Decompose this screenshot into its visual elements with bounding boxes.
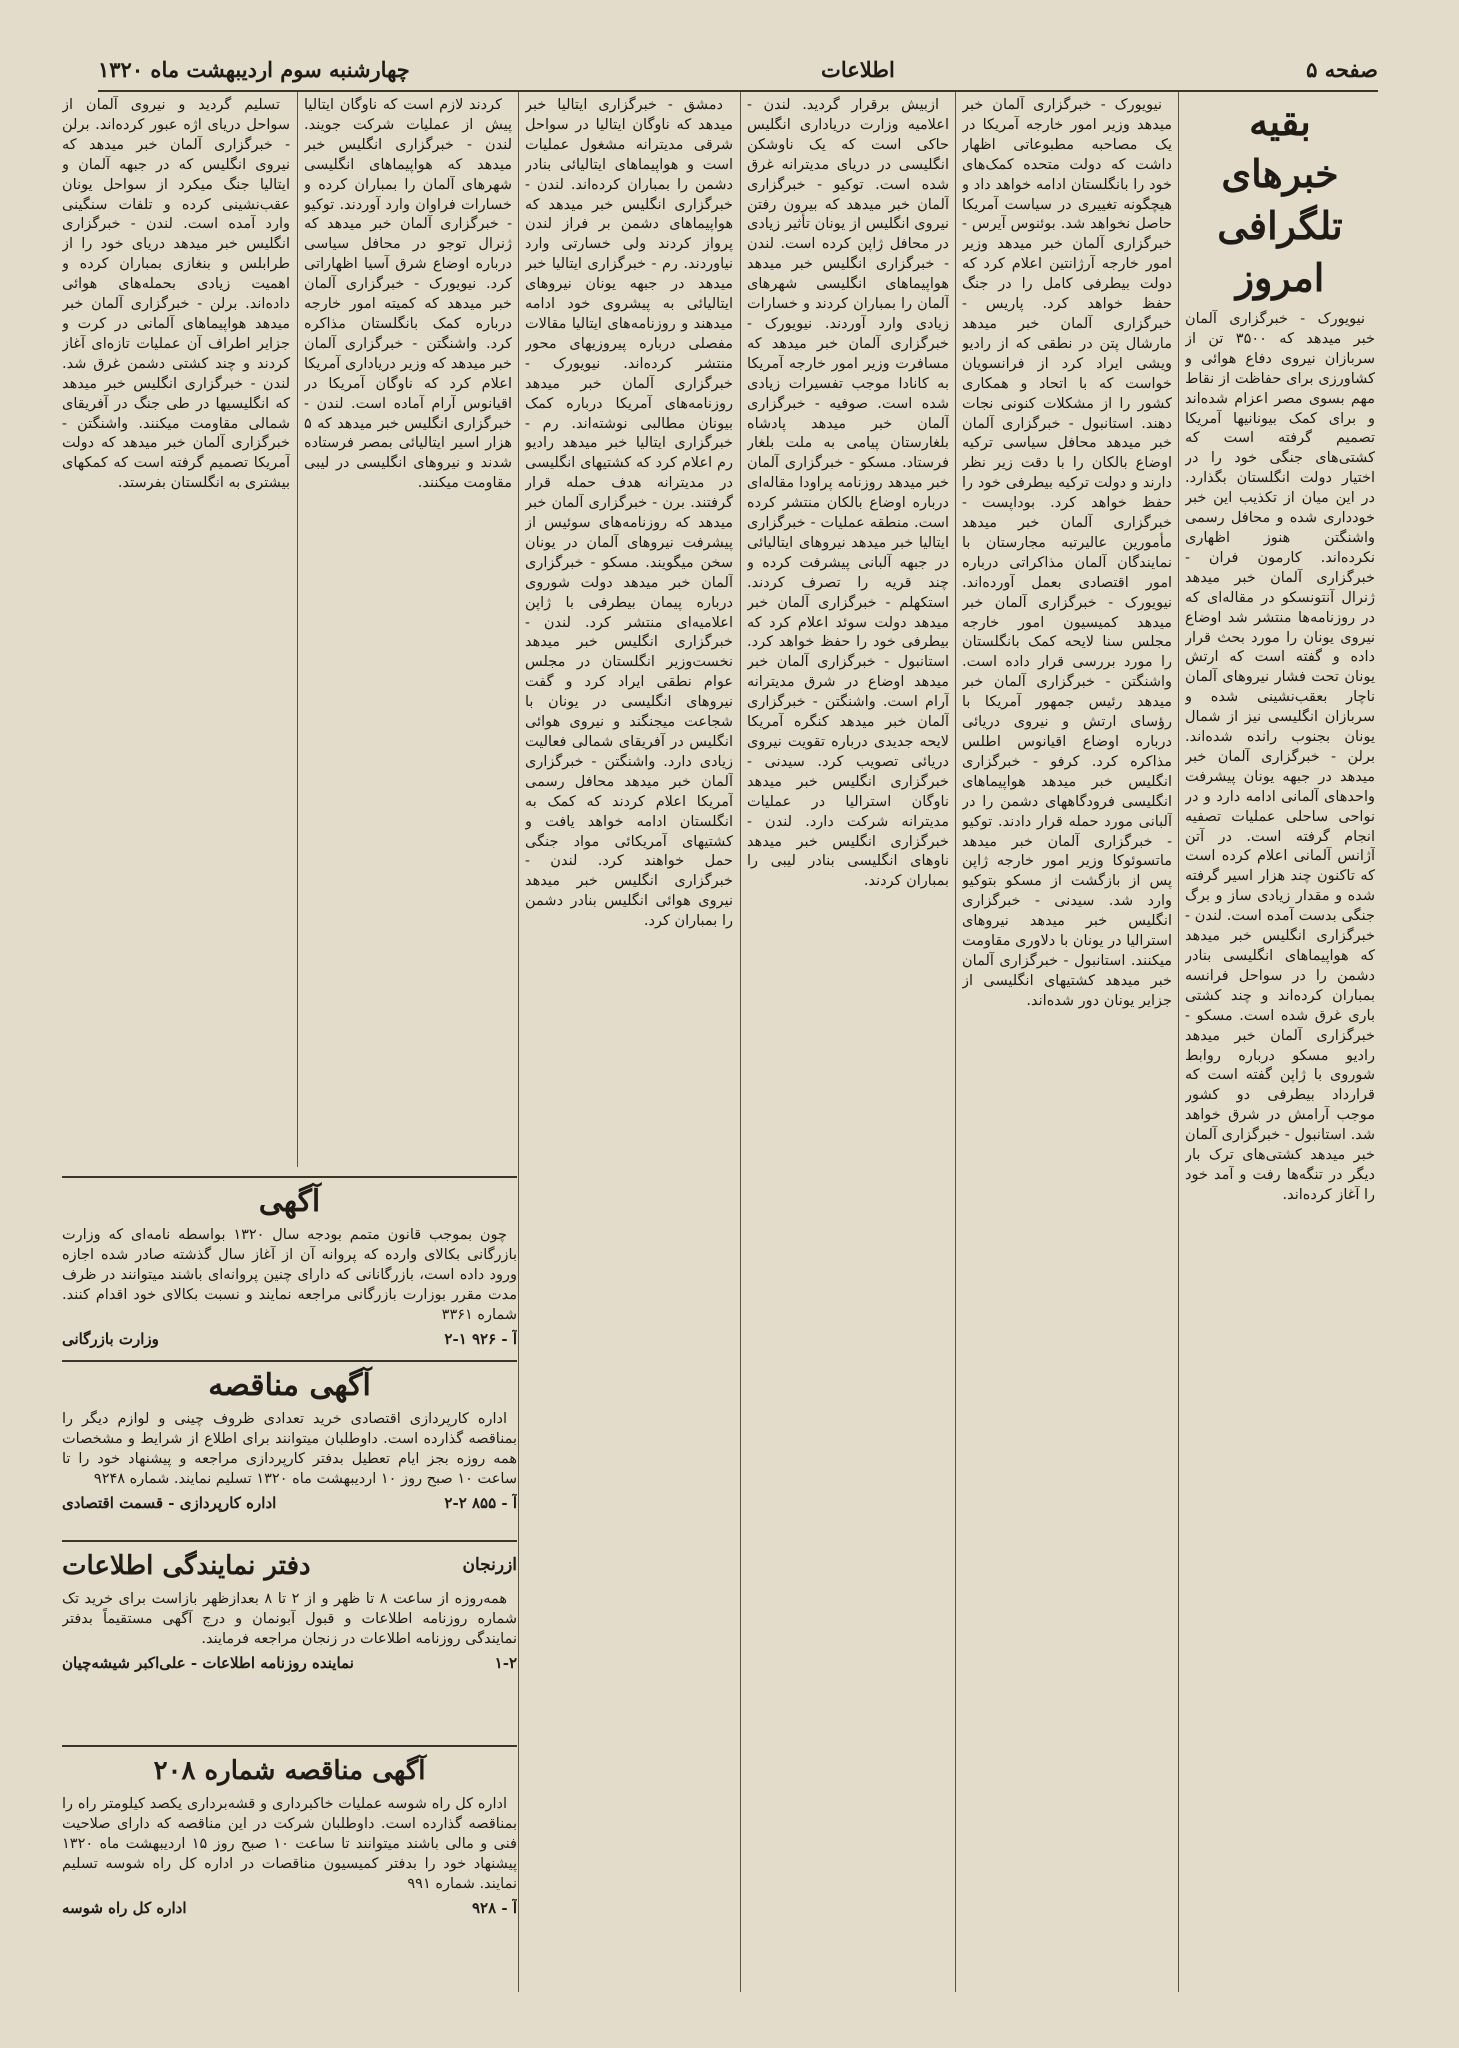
road-tender-title: آگهی مناقصه شماره ۲۰۸ bbox=[153, 1756, 426, 1786]
office-city: ازرنجان bbox=[462, 1555, 517, 1576]
column-rule bbox=[740, 92, 741, 1992]
notice-body: چون بموجب قانون متمم بودجه سال ۱۳۲۰ بواسطه نامه‌ای که وزارت بازرگانی بکالای وارده که پروانه آن از آغاز سال گذشته صادر شده اجازه ورود داده است، بازرگانانی که دارای چنین پروانه‌ای باشند میتوانند در ظرف مدت مقرر بوزارت بازرگانی مراجعه نمایند و نسبت بکالای خود اقدام کنند. شماره ۳۳۶۱ bbox=[62, 1227, 517, 1323]
column-rule bbox=[518, 92, 519, 1992]
column-text: نیویورک - خبرگزاری آلمان خبر میدهد که ۳۵۰۰ تن از سربازان نیروی دفاع هوائی و کشاورزی برای حفاظت از نقاط مهم بسوی مصر اعزام شده‌اند و برای کمک بیونانیها آمریکا تصمیم گرفته است که کشتی‌های جنگی خود را در اختیار دولت انگلستان بگذارد. در این میان از تکذیب این خبر خودداری شده و محافل رسمی واشنگتن هنوز اظهاری نکرده‌اند. کارمون فران - خبرگزاری آلمان خبر میدهد ژنرال آنتونسکو در مقاله‌ای که در روزنامه‌ها منتشر شد اوضاع نیروی یونان را مورد بحث قرار داده و گفته است که ارتش یونان تحت فشار نیروهای آلمان ناچار بعقب‌نشینی شده و سربازان انگلیسی نیز از شمال یونان بجنوب رانده شده‌اند. برلن - خبرگزاری آلمان خبر میدهد در جبهه یونان پیشرفت واحدهای آلمانی ادامه دارد و در نواحی ساحلی عملیات تصفیه انجام گرفته است. در آتن آژانس آلمانی اعلام کرده است که تاکنون چند هزار اسیر گرفته شده و مقدار زیادی ساز و برگ جنگی بدست آمده است. لندن - خبرگزاری انگلیس خبر میدهد که هواپیماهای انگلیسی بنادر دشمن را در سواحل فرانسه بمباران کرده‌اند و چند کشتی باری غرق شده است. مسکو - خبرگزاری آلمان خبر میدهد رادیو مسکو درباره روابط شوروی با ژاپن گفته است که قرارداد بیطرفی دو کشور موجب آرامش در شرق خواهد شد. استانبول - خبرگزاری آلمان خبر میدهد کشتی‌های ترک بار دیگر در تنگه‌ها رفت و آمد خود را آغاز کرده‌اند. bbox=[1185, 311, 1375, 1203]
news-column-6 bbox=[62, 96, 290, 1166]
notice-ad bbox=[62, 1176, 517, 1353]
tender-code: آ - ۸۵۵ ۲-۲ bbox=[444, 1493, 517, 1512]
notice-code: آ - ۹۲۶ ۱-۲ bbox=[444, 1329, 517, 1348]
office-title: دفتر نمایندگی اطلاعات bbox=[62, 1551, 311, 1581]
column-rule bbox=[955, 92, 956, 1992]
column-text: تسلیم گردید و نیروی آلمان از سواحل دریای اژه عبور کرده‌اند. برلن - خبرگزاری آلمان خبر میدهد که نیروی انگلیس که در جبهه آلمان و ایتالیا جنگ میکرد از سواحل یونان عقب‌نشینی کرده و تلفات سنگینی وارد آمده است. لندن - خبرگزاری انگلیس خبر میدهد دریای خود را از طرابلس و بنغازی بمباران کرده و اهمیت زیادی بحمله‌های هوائی داده‌اند. برلن - خبرگزاری آلمان خبر میدهد هواپیماهای آلمانی در کرت و جزایر اطراف آن عملیات تازه‌ای آغاز کردند و چند کشتی دشمن غرق شد. لندن - خبرگزاری انگلیس خبر میدهد که انگلیسیها در طی جنگ در آفریقای شمالی مقاومت میکنند. واشنگتن - خبرگزاری آلمان خبر میدهد که دولت آمریکا تصمیم گرفته است که کمکهای بیشتری به انگلستان بفرستد. bbox=[62, 97, 290, 492]
column-text: ازبیش برقرار گردید. لندن - اعلامیه وزارت دریاداری انگلیس حاکی است که یک ناوشکن انگلیسی در دریای مدیترانه غرق شده است. توکیو - خبرگزاری آلمان خبر میدهد که بیرون رفتن نیروی انگلیس از یونان تأثیر زیادی در محافل ژاپن کرده است. لندن - خبرگزاری انگلیس خبر میدهد هواپیماهای انگلیسی شهرهای آلمان را بمباران کردند و خسارات زیادی وارد آوردند. نیویورک - خبرگزاری آلمان خبر میدهد که مسافرت وزیر امور خارجه آمریکا به کانادا موجب تفسیرات زیادی شده است. صوفیه - خبرگزاری آلمان خبر میدهد پادشاه بلغارستان پیامی به ملت بلغار فرستاد. مسکو - خبرگزاری آلمان خبر میدهد روزنامه پراودا مقاله‌ای درباره اوضاع بالکان منتشر کرده است. منطقه عملیات - خبرگزاری ایتالیا خبر میدهد نیروهای ایتالیائی در جبهه آلبانی پیشرفت کرده و چند قریه را تصرف کردند. استکهلم - خبرگزاری آلمان خبر میدهد دولت سوئد اعلام کرد که بیطرفی خود را حفظ خواهد کرد. استانبول - خبرگزاری آلمان خبر میدهد اوضاع در شرق مدیترانه آرام است. واشنگتن - خبرگزاری آلمان خبر میدهد کنگره آمریکا لایحه جدیدی درباره تقویت نیروی دریائی تصویب کرد. سیدنی - خبرگزاری انگلیس خبر میدهد ناوگان استرالیا در عملیات مدیترانه شرکت دارد. لندن - خبرگزاری انگلیس خبر میدهد ناوهای انگلیسی بنادر لیبی را بمباران کردند. bbox=[747, 97, 949, 890]
column-text: نیویورک - خبرگزاری آلمان خبر میدهد وزیر امور خارجه آمریکا در یک مصاحبه مطبوعاتی اظهار داشت که دولت متحده کمک‌های خود را بانگلستان ادامه خواهد داد و هیچگونه تغییری در سیاست آمریکا حاصل نخواهد شد. بوئنوس آیرس - خبرگزاری آلمان خبر میدهد وزیر امور خارجه آرژانتین اعلام کرد که دولت بیطرفی کامل را در جنگ حفظ خواهد کرد. پاریس - خبرگزاری آلمان خبر میدهد مارشال پتن در نطقی که از رادیو ویشی ایراد کرد از فرانسویان خواست که با اتحاد و همکاری کشور را از مشکلات کنونی نجات دهند. استانبول - خبرگزاری آلمان خبر میدهد محافل سیاسی ترکیه اوضاع بالکان را با دقت زیر نظر دارند و دولت ترکیه بیطرفی خود را حفظ خواهد کرد. بوداپست - خبرگزاری آلمان خبر میدهد مأمورین عالیرتبه مجارستان با نمایندگان آلمان مذاکراتی درباره امور اقتصادی بعمل آورده‌اند. نیویورک - خبرگزاری آلمان خبر میدهد کمیسیون امور خارجه مجلس سنا لایحه کمک بانگلستان را مورد بررسی قرار داده است. واشنگتن - خبرگزاری آلمان خبر میدهد رئیس جمهور آمریکا با رؤسای ارتش و نیروی دریائی درباره اوضاع اقیانوس اطلس مذاکره کرد. کرفو - خبرگزاری انگلیس خبر میدهد هواپیماهای انگلیسی فرودگاههای دشمن را در آلبانی مورد حمله قرار دادند. توکیو - خبرگزاری آلمان خبر میدهد ماتسوئوکا وزیر امور خارجه ژاپن پس از بازگشت از مسکو بتوکیو وارد شد. سیدنی - خبرگزاری انگلیس خبر میدهد نیروهای استرالیا در یونان با دلاوری مقاومت میکنند. استانبول - خبرگزاری آلمان خبر میدهد کشتیهای انگلیسی از جزایر یونان دور شده‌اند. bbox=[962, 97, 1172, 1009]
road-tender-code: آ - ۹۲۸ bbox=[471, 1898, 517, 1917]
news-column-1 bbox=[1185, 96, 1375, 2041]
tender-ad bbox=[62, 1360, 517, 1532]
tender-signature: اداره کارپردازی - قسمت اقتصادی bbox=[62, 1493, 277, 1512]
headline: بقیه خبرهای تلگرافی امروز bbox=[1217, 99, 1343, 300]
road-tender-body: اداره کل راه شوسه عملیات خاکبرداری و قشه‌برداری یکصد کیلومتر راه را بمناقصه گذارده است. داوطلبان شرکت در این مناقصه که دارای صلاحیت فنی و مالی باشند میتوانند تا ساعت ۱۰ صبح روز ۱۵ اردیبهشت ماه ۱۳۲۰ پیشنهاد خود را بدفتر کمیسیون مناقصات در اداره کل راه شوسه تسلیم نمایند. شماره ۹۹۱ bbox=[62, 1796, 517, 1892]
road-tender-signature: اداره کل راه شوسه bbox=[62, 1898, 187, 1917]
office-signature: نماینده روزنامه اطلاعات - علی‌اکبر شیشه‌چیان bbox=[62, 1653, 354, 1672]
road-tender-ad bbox=[62, 1745, 517, 2012]
column-text: کردند لازم است که ناوگان ایتالیا پیش از عملیات شرکت جویند. لندن - خبرگزاری انگلیس خبر میدهد که هواپیماهای انگلیسی شهرهای آلمان را بمباران کرده و خسارات فراوان وارد آوردند. توکیو - خبرگزاری آلمان خبر میدهد که ژنرال توجو در محافل سیاسی درباره اوضاع شرق آسیا اظهاراتی کرد. نیویورک - خبرگزاری آلمان خبر میدهد که کمیته امور خارجه درباره کمک بانگلستان مذاکره کرد. واشنگتن - خبرگزاری آلمان خبر میدهد که وزیر دریاداری آمریکا اعلام کرد که ناوگان آمریکا در اقیانوس آرام آماده است. لندن - خبرگزاری انگلیس خبر میدهد که ۵ هزار اسیر ایتالیائی بمصر فرستاده شدند و نیروهای انگلیسی در لیبی مقاومت میکنند. bbox=[304, 97, 512, 492]
office-body: همه‌روزه از ساعت ۸ تا ظهر و از ۲ تا ۸ بعدازظهر بازاست برای خرید تک شماره روزنامه اطلاعات و قبول آبونمان و درج آگهی مستقیماً بدفتر نمایندگی روزنامه اطلاعات در زنجان مراجعه فرمایند. bbox=[62, 1591, 517, 1647]
notice-signature: وزارت بازرگانی bbox=[62, 1329, 159, 1348]
news-column-2 bbox=[962, 96, 1172, 2041]
column-rule bbox=[297, 92, 298, 1167]
news-column-3 bbox=[747, 96, 949, 2041]
notice-title: آگهی bbox=[258, 1184, 321, 1219]
office-ad bbox=[62, 1540, 517, 1737]
page-number: صفحه ۵ bbox=[1306, 56, 1378, 82]
office-code: ۱-۲ bbox=[494, 1653, 517, 1672]
page-header bbox=[98, 54, 1378, 92]
tender-title: آگهی مناقصه bbox=[208, 1368, 371, 1403]
column-text: دمشق - خبرگزاری ایتالیا خبر میدهد که ناوگان ایتالیا در سواحل شرقی مدیترانه مشغول عملیات است و هواپیماهای ایتالیائی بنادر دشمن را بمباران کرده‌اند. لندن - خبرگزاری انگلیس خبر میدهد که هواپیماهای دشمن بر فراز لندن پرواز کردند ولی خسارتی وارد نیاوردند. رم - خبرگزاری ایتالیا خبر میدهد در جبهه یونان نیروهای ایتالیائی به پیشروی خود ادامه میدهند و روزنامه‌های ایتالیا مقالات مفصلی درباره پیروزیهای محور منتشر کرده‌اند. نیویورک - خبرگزاری آلمان خبر میدهد روزنامه‌های آمریکا درباره کمک بیونان مطالبی نوشته‌اند. رم - خبرگزاری ایتالیا خبر میدهد رادیو رم اعلام کرد که کشتیهای انگلیسی در مدیترانه هدف حمله قرار گرفتند. برن - خبرگزاری آلمان خبر میدهد که روزنامه‌های سوئیس از پیشرفت نیروهای آلمان در یونان سخن میگویند. مسکو - خبرگزاری آلمان خبر میدهد دولت شوروی درباره پیمان بیطرفی با ژاپن اعلامیه‌ای منتشر کرد. لندن - خبرگزاری انگلیس خبر میدهد نخست‌وزیر انگلستان در مجلس عوام نطقی ایراد کرد و گفت نیروهای انگلیسی در یونان با شجاعت میجنگند و نیروی هوائی انگلیس در آفریقای شمالی فعالیت زیادی دارد. واشنگتن - خبرگزاری آلمان خبر میدهد محافل رسمی آمریکا اعلام کردند که کمک به انگلستان ادامه خواهد یافت و کشتیهای آمریکائی مواد جنگی حمل خواهند کرد. لندن - خبرگزاری انگلیس خبر میدهد نیروی هوائی انگلیس بنادر دشمن را بمباران کرد. bbox=[525, 97, 733, 930]
news-column-4 bbox=[525, 96, 733, 2041]
tender-body: اداره کارپردازی اقتصادی خرید تعدادی ظروف چینی و لوازم دیگر را بمناقصه گذارده است. داوطلبان میتوانند برای اطلاع از شرایط و مشخصات همه روزه بجز ایام تعطیل بدفتر کارپردازی مراجعه و پیشنهاد خود را تا ساعت ۱۰ صبح روز ۱۰ اردیبهشت ماه ۱۳۲۰ تسلیم نمایند. شماره ۹۲۴۸ bbox=[62, 1411, 517, 1487]
masthead: اطلاعات bbox=[821, 56, 895, 82]
column-rule bbox=[1178, 92, 1179, 1992]
news-column-5 bbox=[304, 96, 512, 1166]
issue-date: چهارشنبه سوم اردیبهشت ماه ۱۳۲۰ bbox=[98, 56, 410, 82]
